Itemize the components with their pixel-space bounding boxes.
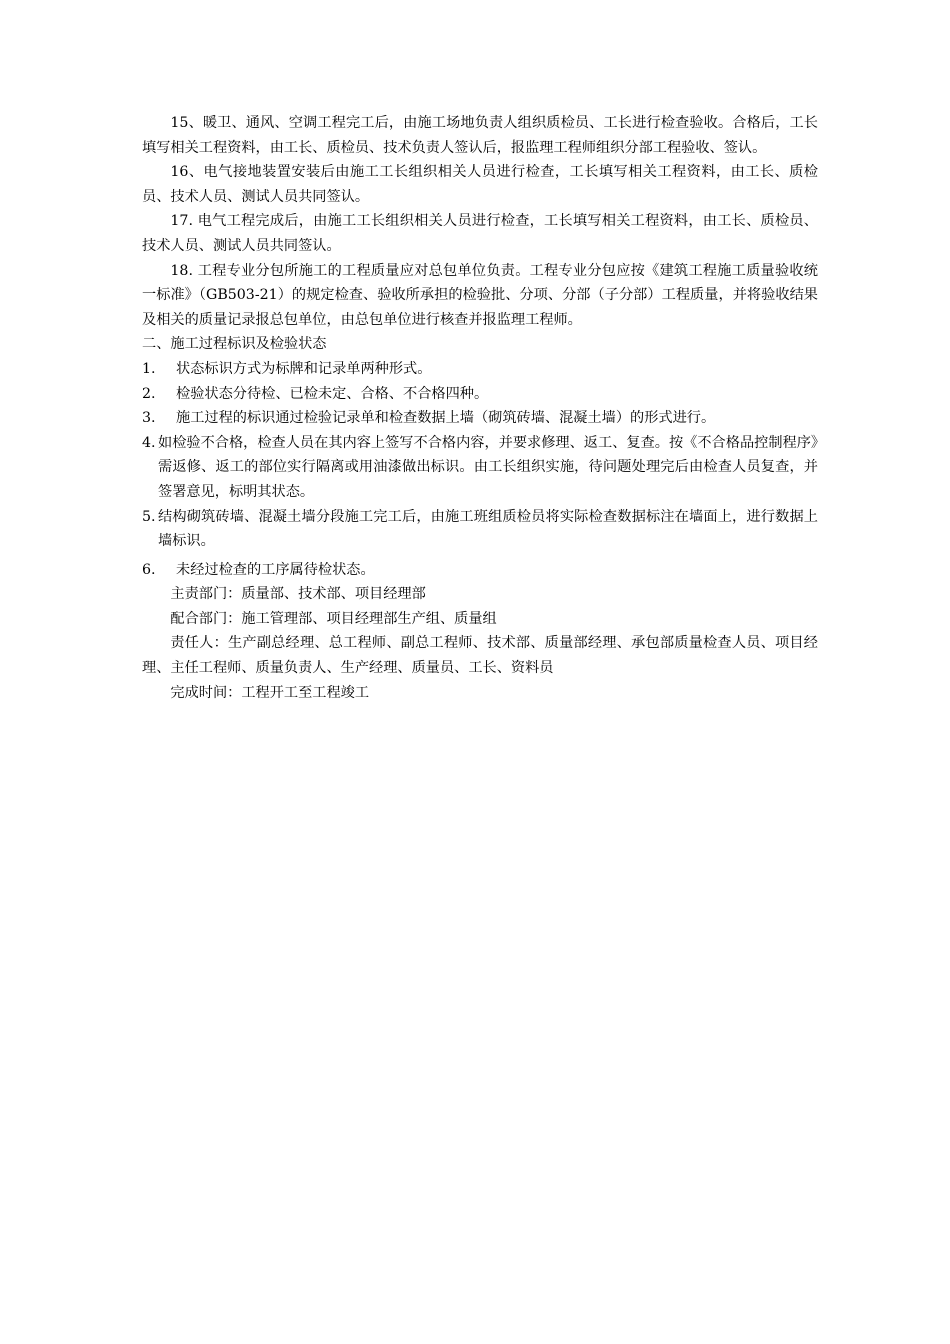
list-item (142, 357, 818, 382)
main-department: 主责部门：质量部、技术部、项目经理部 (170, 586, 426, 603)
list-item-text: 如检验不合格，检查人员在其内容上签写不合格内容，并要求修理、返工、复查。按《不合格品控制程序》需返修、返工的部位实行隔离或用油漆做出标识。由工长组织实施，待问题处理完后由检查人员复查，并签署意见，标明其状态。 (158, 434, 818, 500)
paragraph-16: 16、电气接地装置安装后由施工工长组织相关人员进行检查，工长填写相关工程资料，由工长、质检员、技术人员、测试人员共同签认。 (142, 164, 818, 205)
cooperating-department: 配合部门：施工管理部、项目经理部生产组、质量组 (170, 610, 497, 627)
document-body (142, 111, 818, 705)
list-item (142, 431, 818, 505)
responsible-persons: 责任人：生产副总经理、总工程师、副总工程师、技术部、质量部经理、承包部质量检查人员、项目经理、主任工程师、质量负责人、生产经理、质量员、工长、资料员 (142, 635, 818, 677)
list-item (142, 558, 818, 583)
list-item-number: 1. (142, 360, 156, 377)
paragraph-15: 15、暖卫、通风、空调工程完工后，由施工场地负责人组织质检员、工长进行检查验收。合格后，工长填写相关工程资料，由工长、质检员、技术负责人签认后，报监理工程师组织分部工程验收、签认。 (142, 115, 818, 156)
paragraph-18: 18. 工程专业分包所施工的工程质量应对总包单位负责。工程专业分包应按《建筑工程施工质量验收统一标准》（GB503-21）的规定检查、验收所承担的检验批、分项、分部（子分部）工程质量，并将验收结果及相关的质量记录报总包单位，由总包单位进行核查并报监理工程师。 (142, 262, 818, 328)
list-item-number: 3. (142, 410, 156, 427)
list-item-text: 检验状态分待检、已检未定、合格、不合格四种。 (176, 385, 489, 402)
list-item (142, 505, 818, 554)
list-item (142, 382, 818, 407)
paragraph-17: 17. 电气工程完成后，由施工工长组织相关人员进行检查，工长填写相关工程资料，由工长、质检员、技术人员、测试人员共同签认。 (142, 213, 818, 254)
list-item-text: 未经过检查的工序属待检状态。 (176, 561, 375, 578)
list-item-number: 6. (142, 561, 156, 578)
list-item-text: 结构砌筑砖墙、混凝土墙分段施工完工后，由施工班组质检员将实际检查数据标注在墙面上，进行数据上墙标识。 (158, 508, 818, 550)
list-item-number: 5. (142, 508, 156, 525)
list-item-text: 施工过程的标识通过检验记录单和检查数据上墙（砌筑砖墙、混凝土墙）的形式进行。 (176, 410, 716, 427)
list-item (142, 406, 818, 431)
completion-time: 完成时间：工程开工至工程竣工 (170, 684, 370, 701)
list-item-text: 状态标识方式为标牌和记录单两种形式。 (176, 360, 432, 377)
section-heading: 二、施工过程标识及检验状态 (142, 336, 327, 353)
list-item-number: 2. (142, 385, 156, 402)
list-item-number: 4. (142, 434, 156, 451)
